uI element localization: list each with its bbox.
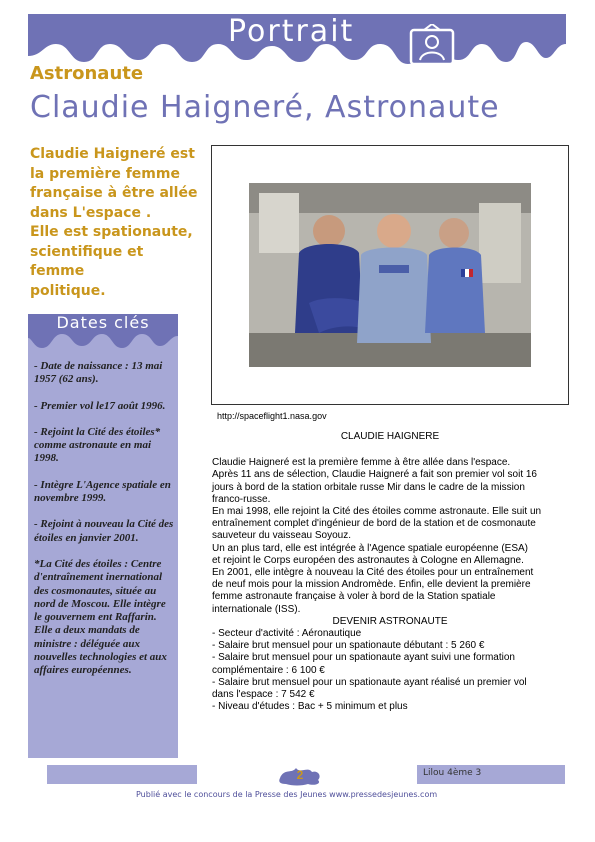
- astronauts-photo: [249, 183, 531, 367]
- article-line: internationale (ISS).: [212, 603, 301, 615]
- lead-line: la première femme: [30, 165, 180, 182]
- article-line: de neuf mois pour la mission Andromède. Enfin, elle devient la première: [212, 579, 531, 591]
- list-item: *La Cité des étoiles : Centre d'entraînement inernational des cosmonautes, située au nord de Moscou. Elle intègre le gouvernem ent Raffarin. Elle a deux mandats de ministre : déléguée aux nouvelles technologies et aux affaires européennes.: [34, 557, 167, 677]
- fact-line: complémentaire : 6 100 €: [212, 664, 325, 676]
- article-line: Claudie Haigneré est la première femme à être allée dans l'espace.: [212, 457, 511, 469]
- article-subtitle: DEVENIR ASTRONAUTE: [332, 615, 448, 627]
- article-line: femme astronaute française à voler à bord de la Station spatiale: [212, 591, 496, 603]
- article-line: jours à bord de la station orbitale russe Mir dans le cadre de la mission: [212, 481, 525, 493]
- author-label: Lilou 4ème 3: [423, 768, 482, 778]
- fact-line: - Salaire brut mensuel pour un spationaute débutant : 5 260 €: [212, 640, 485, 652]
- lead-line: française à être allée: [30, 185, 198, 201]
- article-body: [212, 431, 568, 713]
- lead-line: Elle est spationaute,: [30, 224, 193, 240]
- list-item: - Date de naissance : 13 mai 1957 (62 ans).: [34, 360, 163, 386]
- portrait-frame-icon: [408, 24, 458, 68]
- article-line: et rejoint le Corps européen des astronautes à Cologne en Allemagne.: [212, 554, 524, 566]
- article-line: entraînement complet d'ingénieur de bord de la station et de cosmonaute: [212, 518, 536, 530]
- article-line: Après 11 ans de sélection, Claudie Haigneré a fait son premier vol soit 16: [212, 469, 537, 481]
- fact-line: - Salaire brut mensuel pour un spationaute ayant suivi une formation: [212, 652, 515, 664]
- publisher-credit: Publié avec le concours de la Presse des Jeunes www.pressedesjeunes.com: [136, 790, 438, 799]
- article-line: franco-russe.: [212, 493, 271, 505]
- lead-paragraph: [30, 145, 200, 301]
- fact-line: dans l'espace : 7 542 €: [212, 689, 315, 701]
- lead-line: dans L'espace .: [30, 204, 152, 221]
- page-title: Claudie Haigneré, Astronaute: [30, 90, 500, 125]
- article-line: sauveteur du vaisseau Soyouz.: [212, 530, 351, 542]
- list-item: - Premier vol le17 août 1996.: [34, 399, 166, 412]
- page-number: 2: [296, 768, 304, 782]
- article-title: CLAUDIE HAIGNERE: [340, 431, 440, 442]
- fact-line: - Salaire brut mensuel pour un spationaute ayant réalisé un premier vol: [212, 676, 527, 688]
- fact-line: - Secteur d'activité : Aéronautique: [212, 628, 362, 640]
- key-dates-list: [34, 360, 174, 691]
- article-line: En mai 1998, elle rejoint la Cité des étoiles comme astronaute. Elle suit un: [212, 506, 542, 518]
- fact-line: - Niveau d'études : Bac + 5 minimum et plus: [212, 701, 408, 713]
- list-item: - Rejoint à nouveau la Cité des étoiles en janvier 2001.: [34, 518, 174, 544]
- kicker: Astronaute: [30, 63, 144, 84]
- list-item: - Intègre L'Agence spatiale en novembre 1999.: [34, 478, 171, 505]
- footer-bar-left: [47, 765, 197, 784]
- lead-line: scientifique et femme: [30, 243, 144, 279]
- lead-line: Claudie Haigneré est: [30, 146, 195, 162]
- photo-credit: http://spaceflight1.nasa.gov: [217, 411, 327, 421]
- key-dates-title: Dates clés: [56, 313, 150, 332]
- article-line: En 2001, elle intègre à nouveau la Cité des étoiles pour un entraînement: [212, 567, 534, 579]
- lead-line: politique.: [30, 282, 106, 299]
- list-item: - Rejoint la Cité des étoiles* comme astronaute en mai 1998.: [34, 425, 161, 465]
- section-label: Portrait: [228, 14, 355, 49]
- article-line: Un an plus tard, elle est intégrée à l'Agence spatiale européenne (ESA): [212, 542, 528, 554]
